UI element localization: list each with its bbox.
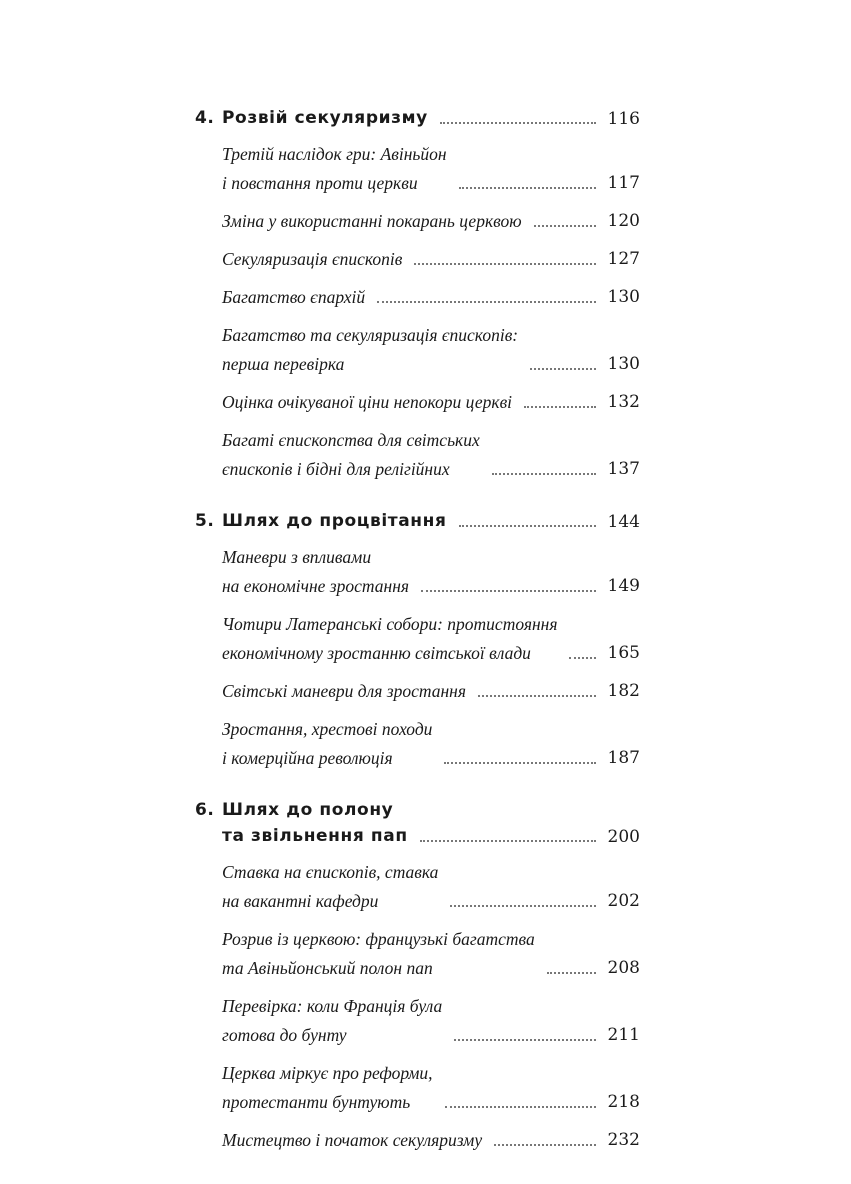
toc-chapter bbox=[195, 508, 640, 773]
section-title-line: Багатство та секуляризація єпископів: bbox=[222, 325, 519, 345]
page-number: 187 bbox=[607, 748, 640, 768]
dot-leader bbox=[459, 525, 597, 527]
section-title-line: Ставка на єпископів, ставка bbox=[222, 862, 439, 882]
section-title bbox=[222, 283, 365, 312]
page-number: 200 bbox=[607, 827, 640, 847]
chapter-title-text: Шлях до процвітання bbox=[222, 511, 447, 531]
section-entry[interactable] bbox=[195, 426, 640, 484]
dot-leader bbox=[524, 406, 596, 408]
page-number: 116 bbox=[607, 109, 640, 129]
dot-leader bbox=[420, 840, 596, 842]
section-title bbox=[222, 1059, 433, 1117]
dot-leader bbox=[530, 368, 596, 370]
section-title-line: Оцінка очікуваної ціни непокори церкві bbox=[222, 392, 513, 412]
page-number: 130 bbox=[607, 354, 640, 374]
section-entry[interactable] bbox=[195, 858, 640, 916]
section-title-line: Світські маневри для зростання bbox=[222, 681, 466, 701]
section-title bbox=[222, 858, 438, 916]
dot-leader bbox=[492, 473, 596, 475]
chapter-title-line bbox=[195, 105, 428, 131]
chapter-heading[interactable] bbox=[195, 508, 640, 534]
section-entry[interactable] bbox=[195, 925, 640, 983]
page-number: 218 bbox=[607, 1092, 640, 1112]
section-title-line: та Авіньйонський полон пап bbox=[222, 958, 433, 978]
chapter-title-line bbox=[195, 508, 447, 534]
chapter-number: 6. bbox=[195, 800, 215, 820]
section-title-line: Багатство єпархій bbox=[222, 287, 366, 307]
section-title bbox=[222, 388, 512, 417]
toc-chapter bbox=[195, 105, 640, 484]
section-title bbox=[222, 140, 447, 198]
section-entry[interactable] bbox=[195, 1126, 640, 1155]
dot-leader bbox=[569, 657, 596, 659]
section-title-line: єпископів і бідні для релігійних bbox=[222, 459, 450, 479]
dot-leader bbox=[547, 972, 596, 974]
toc-chapter bbox=[195, 797, 640, 1155]
section-entry[interactable] bbox=[195, 610, 640, 668]
section-title-line: Секуляризація єпископів bbox=[222, 249, 403, 269]
section-entry[interactable] bbox=[195, 677, 640, 706]
chapter-number: 5. bbox=[195, 511, 215, 531]
section-title bbox=[222, 426, 480, 484]
section-entry[interactable] bbox=[195, 321, 640, 379]
section-title bbox=[222, 610, 557, 668]
section-title-line: Церква міркує про реформи, bbox=[222, 1063, 433, 1083]
section-title-line: на економічне зростання bbox=[222, 576, 410, 596]
section-entry[interactable] bbox=[195, 1059, 640, 1117]
dot-leader bbox=[494, 1144, 596, 1146]
dot-leader bbox=[444, 762, 596, 764]
page-number: 144 bbox=[607, 512, 640, 532]
dot-leader bbox=[421, 590, 596, 592]
chapter-title-line bbox=[195, 797, 408, 823]
section-title-line: Зростання, хрестові походи bbox=[222, 719, 433, 739]
section-title-line: на вакантні кафедри bbox=[222, 891, 379, 911]
section-entry[interactable] bbox=[195, 543, 640, 601]
page-number: 232 bbox=[607, 1130, 640, 1150]
section-title-line: Багаті єпископства для світських bbox=[222, 430, 480, 450]
section-title-line: протестанти бунтують bbox=[222, 1092, 411, 1112]
chapter-title bbox=[195, 105, 428, 131]
table-of-contents bbox=[195, 105, 640, 1179]
section-title-line: Третій наслідок гри: Авіньйон bbox=[222, 144, 447, 164]
dot-leader bbox=[414, 263, 596, 265]
page-number: 182 bbox=[607, 681, 640, 701]
section-title-line: Зміна у використанні покарань церквою bbox=[222, 211, 522, 231]
page-number: 165 bbox=[607, 643, 640, 663]
chapter-number: 4. bbox=[195, 108, 215, 128]
dot-leader bbox=[450, 905, 596, 907]
section-title-line: Перевірка: коли Франція була bbox=[222, 996, 443, 1016]
section-entry[interactable] bbox=[195, 245, 640, 274]
page-number: 120 bbox=[607, 211, 640, 231]
section-title bbox=[222, 1126, 482, 1155]
page-number: 117 bbox=[607, 173, 640, 193]
chapter-title-text: Шлях до полону bbox=[222, 800, 394, 820]
section-title bbox=[222, 321, 518, 379]
section-title bbox=[222, 543, 409, 601]
dot-leader bbox=[534, 225, 596, 227]
dot-leader bbox=[459, 187, 596, 189]
section-title-line: економічному зростанню світської влади bbox=[222, 643, 531, 663]
page-number: 208 bbox=[607, 958, 640, 978]
section-entry[interactable] bbox=[195, 283, 640, 312]
section-entry[interactable] bbox=[195, 992, 640, 1050]
section-entry[interactable] bbox=[195, 207, 640, 236]
chapter-title bbox=[195, 797, 408, 849]
dot-leader bbox=[377, 301, 596, 303]
chapter-title-text: та звільнення пап bbox=[222, 826, 408, 846]
section-entry[interactable] bbox=[195, 140, 640, 198]
section-title bbox=[222, 992, 442, 1050]
section-title-line: перша перевірка bbox=[222, 354, 345, 374]
page-number: 211 bbox=[607, 1025, 640, 1045]
section-title-line: Маневри з впливами bbox=[222, 547, 372, 567]
chapter-title-text: Розвій секуляризму bbox=[222, 108, 428, 128]
page-number: 202 bbox=[607, 891, 640, 911]
page-number: 127 bbox=[607, 249, 640, 269]
page-number: 130 bbox=[607, 287, 640, 307]
chapter-title-line bbox=[195, 823, 408, 849]
section-title bbox=[222, 925, 535, 983]
chapter-heading[interactable] bbox=[195, 797, 640, 849]
dot-leader bbox=[445, 1106, 596, 1108]
section-title bbox=[222, 715, 432, 773]
section-title-line: Мистецтво і початок секуляризму bbox=[222, 1130, 483, 1150]
section-entry[interactable] bbox=[195, 715, 640, 773]
page-number: 137 bbox=[607, 459, 640, 479]
section-title-line: і повстання проти церкви bbox=[222, 173, 418, 193]
section-entry[interactable] bbox=[195, 388, 640, 417]
dot-leader bbox=[454, 1039, 596, 1041]
chapter-title bbox=[195, 508, 447, 534]
section-title-line: Розрив із церквою: французькі багатства bbox=[222, 929, 535, 949]
section-title-line: Чотири Латеранські собори: протистояння bbox=[222, 614, 558, 634]
section-title-line: готова до бунту bbox=[222, 1025, 347, 1045]
section-title bbox=[222, 245, 402, 274]
section-title-line: і комерційна революція bbox=[222, 748, 393, 768]
dot-leader bbox=[478, 695, 596, 697]
section-title bbox=[222, 677, 466, 706]
section-title bbox=[222, 207, 522, 236]
page-number: 149 bbox=[607, 576, 640, 596]
chapter-heading[interactable] bbox=[195, 105, 640, 131]
page-number: 132 bbox=[607, 392, 640, 412]
dot-leader bbox=[440, 122, 596, 124]
